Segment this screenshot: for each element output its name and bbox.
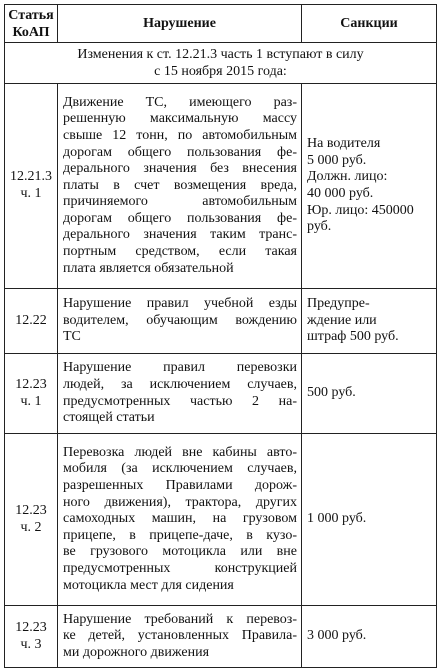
violation-line: причиняемого автомобильным [63, 194, 297, 210]
violation-line: ного движения), трактора, других [63, 494, 297, 510]
violation-line: Перевозка людей вне кабины авто- [63, 444, 297, 460]
violation-line: дерального значения таким транс- [63, 227, 297, 243]
table-header-row [5, 5, 437, 43]
table-row [5, 289, 437, 354]
table-row [5, 354, 437, 434]
article-cell [5, 84, 58, 289]
violation-line: предусмотренных частью 2 на- [63, 393, 297, 409]
table-row [5, 434, 437, 606]
violation-line: дорогам общего пользования фе- [63, 210, 297, 226]
sanction-line: 1 000 руб. [307, 511, 367, 527]
sanction-line: Должн. лицо: [307, 169, 388, 185]
article-part: ч. 1 [20, 393, 42, 409]
article-number: 12.22 [15, 312, 47, 328]
violation-line: платы в счет возмещения вреда, [63, 177, 297, 193]
document-page [4, 4, 436, 668]
article-number: 12.21.3 [10, 169, 52, 185]
violation-line: людей, за исключением случаев, [63, 376, 297, 392]
violation-line: прицепе, в прицепе-даче, в кузо- [63, 527, 297, 543]
violation-cell [58, 606, 302, 668]
article-number: 12.23 [15, 376, 47, 392]
sanction-line: 3 000 руб. [307, 628, 367, 644]
header-violation: Нарушение [58, 5, 302, 43]
article-part: ч. 3 [20, 636, 42, 652]
sanctions-cell [302, 84, 437, 289]
sanction-line: ждение или [307, 312, 377, 328]
sanction-line: 5 000 руб. [307, 152, 367, 168]
violation-line: разрешенных Правилами дорож- [63, 478, 297, 494]
note-row [5, 43, 437, 84]
violation-line: решенную максимальную массу [63, 111, 297, 127]
violations-table [4, 4, 437, 668]
sanction-line: Предупре- [307, 296, 370, 312]
note-line: Изменения к ст. 12.21.3 часть 1 вступают в силу [77, 47, 364, 62]
article-cell [5, 354, 58, 434]
violation-line: портным средством, если такая [63, 244, 297, 260]
article-cell [5, 289, 58, 354]
header-article [5, 5, 58, 43]
violation-cell [58, 354, 302, 434]
violation-line: стоящей статьи [63, 410, 155, 426]
violation-line: дерального значения без внесения [63, 161, 297, 177]
article-cell [5, 606, 58, 668]
article-number: 12.23 [15, 619, 47, 635]
note-line: с 15 ноября 2015 года: [154, 64, 287, 79]
article-part: ч. 1 [20, 186, 42, 201]
sanctions-cell [302, 434, 437, 606]
violation-line: Нарушение правил перевозки [63, 360, 297, 376]
violation-line: водителем, обучающим вождению [63, 312, 297, 328]
violation-cell [58, 289, 302, 354]
sanction-line: 40 000 руб. [307, 186, 374, 201]
sanctions-cell [302, 289, 437, 354]
violation-line: ке детей, установленных Правила- [63, 628, 297, 644]
article-cell [5, 434, 58, 606]
violation-line: дорогам общего пользования фе- [63, 144, 297, 160]
violation-line: ТС [63, 329, 81, 345]
violation-line: Нарушение требований к перевоз- [63, 611, 297, 627]
violation-line: Нарушение правил учебной езды [63, 296, 297, 312]
effective-date-note [5, 43, 437, 84]
violation-line: самоходных машин, на грузовом [63, 511, 297, 527]
table-row [5, 84, 437, 289]
header-article-line: Статья [8, 7, 54, 23]
sanction-line: Юр. лицо: 450000 [307, 202, 414, 218]
sanction-line: На водителя [307, 136, 381, 152]
sanction-line: 500 руб. [307, 385, 356, 401]
sanctions-cell [302, 606, 437, 668]
table-row [5, 606, 437, 668]
violation-line: Движение ТС, имеющего раз- [63, 94, 297, 110]
sanction-line: штраф 500 руб. [307, 329, 399, 345]
violation-line: ве грузового мотоцикла или вне [63, 544, 297, 560]
violation-line: ми дорожного движения [63, 644, 210, 660]
article-number: 12.23 [15, 502, 47, 518]
article-part: ч. 2 [20, 519, 42, 535]
violation-line: предусмотренных конструкцией [63, 560, 297, 576]
violation-cell [58, 84, 302, 289]
violation-line: свыше 12 тонн, по автомобильным [63, 127, 297, 143]
header-article-line: КоАП [12, 24, 50, 40]
violation-line: мотоцикла мест для сидения [63, 577, 234, 593]
violation-line: мобиля (за исключением случаев, [63, 461, 297, 477]
violation-line: плата является обязательной [63, 260, 234, 276]
sanction-line: руб. [307, 219, 332, 235]
violation-cell [58, 434, 302, 606]
header-sanctions: Санкции [302, 5, 437, 43]
sanctions-cell [302, 354, 437, 434]
